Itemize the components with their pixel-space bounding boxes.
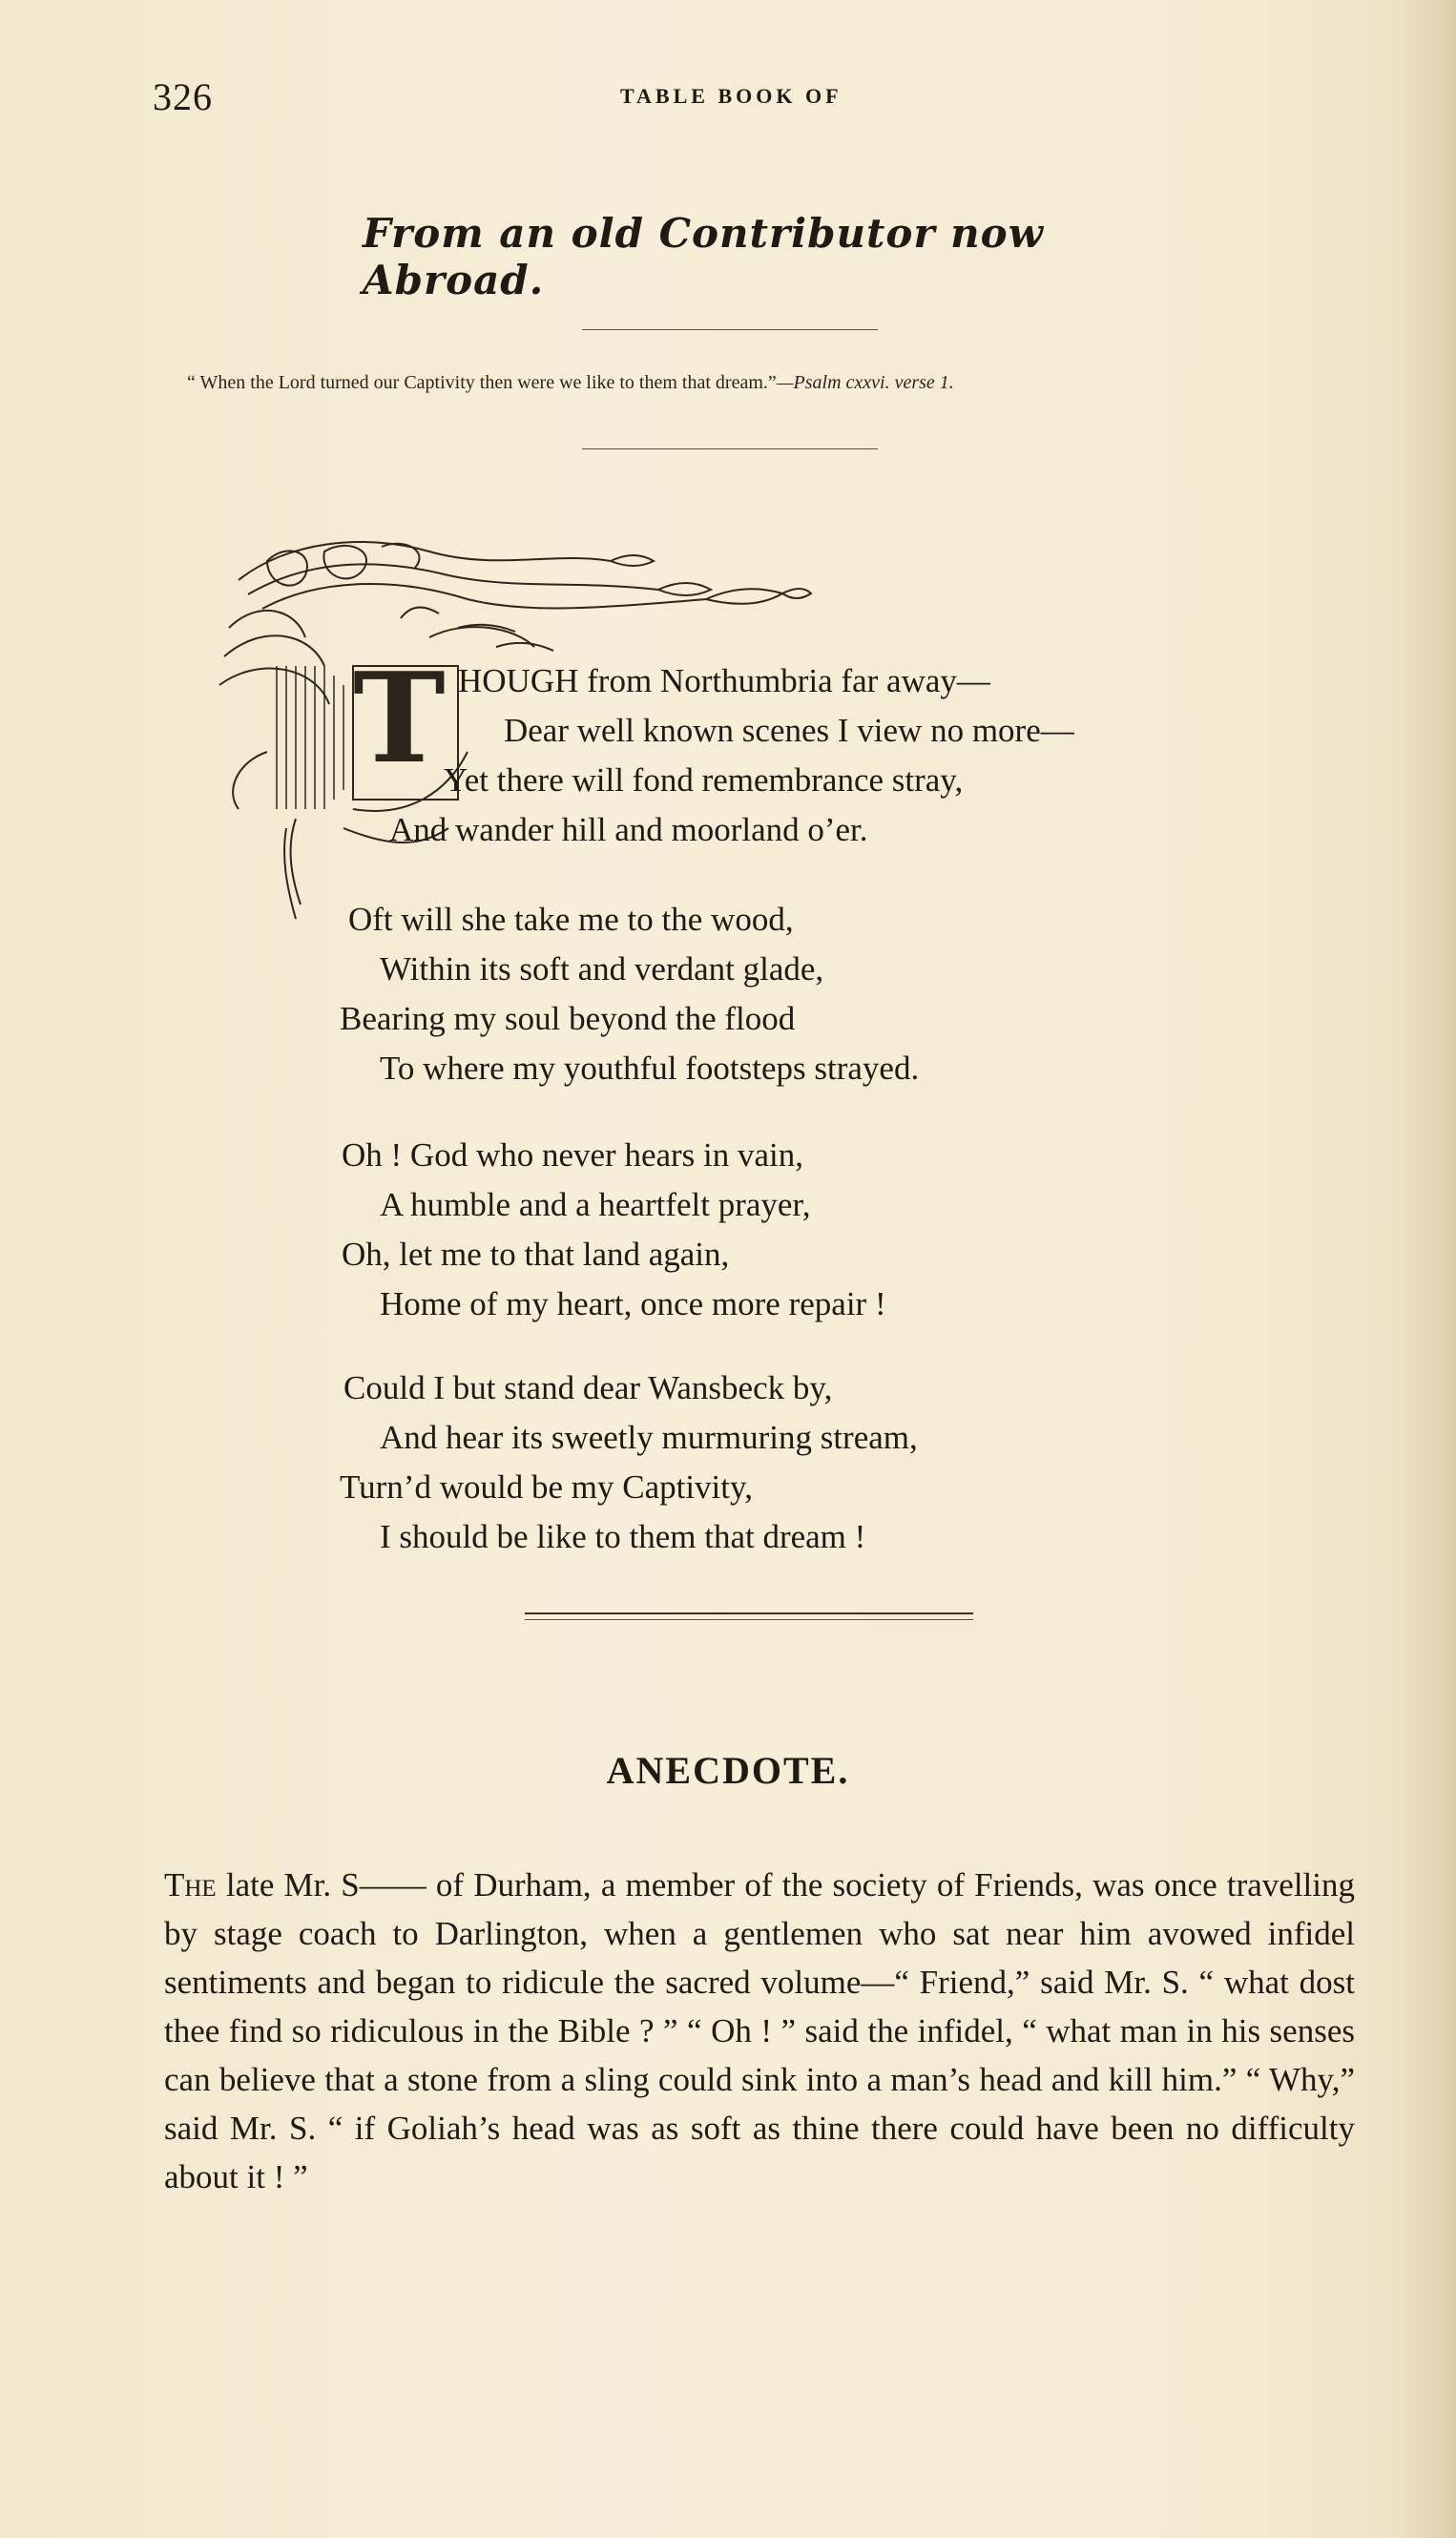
title-rule <box>582 329 878 330</box>
poem-line: Oft will she take me to the wood, <box>348 901 794 938</box>
poem-line: Bearing my soul beyond the flood <box>340 1000 796 1037</box>
poem-line: And hear its sweetly murmuring stream, <box>380 1419 918 1456</box>
poem-title: From an old Contributor now Abroad. <box>363 210 1044 303</box>
poem-line: HOUGH from Northumbria far away— <box>458 662 990 699</box>
running-head: TABLE BOOK OF <box>620 84 842 108</box>
section-divider <box>525 1612 973 1614</box>
epigraph-quote: “ When the Lord turned our Captivity then were we like to them that dream.” <box>187 372 777 393</box>
anecdote-lead: The <box>164 1866 217 1904</box>
drop-cap-letter: T <box>353 645 446 791</box>
poem-line: Could I but stand dear Wansbeck by, <box>343 1369 833 1406</box>
poem-line: I should be like to them that dream ! <box>380 1518 866 1555</box>
poem-line: Oh ! God who never hears in vain, <box>342 1136 804 1174</box>
poem-line: Oh, let me to that land again, <box>342 1236 730 1273</box>
poem-line: A humble and a heartfelt prayer, <box>380 1186 811 1223</box>
section-divider-thin <box>525 1619 973 1620</box>
anecdote-heading: ANECDOTE. <box>606 1749 850 1792</box>
anecdote-body <box>164 1861 1355 2201</box>
epigraph <box>187 372 1351 394</box>
poem-line: Yet there will fond remembrance stray, <box>444 761 964 799</box>
poem-line: To where my youthful footsteps strayed. <box>380 1050 920 1087</box>
poem-line: Turn’d would be my Captivity, <box>340 1468 753 1506</box>
poem-line: And wander hill and moorland o’er. <box>389 811 868 848</box>
poem-line: Dear well known scenes I view no more— <box>504 712 1074 749</box>
epigraph-rule <box>582 448 878 449</box>
poem-line: Within its soft and verdant glade, <box>380 950 824 988</box>
poem-line: Home of my heart, once more repair ! <box>380 1285 886 1322</box>
epigraph-source: —Psalm cxxvi. verse 1. <box>776 372 954 393</box>
page-number: 326 <box>153 75 213 118</box>
anecdote-text: late Mr. S—— of Durham, a member of the society of Friends, was once travelling by stage coach to Darlington, when a gentlemen who sat near him avowed infidel sentiments and began to ridicule the sacred volume—“ Friend,” said Mr. S. “ what dost thee find so ridiculous in the Bible ? ” “ Oh ! ” said the infidel, “ what man in his senses can believe that a stone from a sling could sink into a man’s head and kill him.” “ Why,” said Mr. S. “ if Goliah’s head was as soft as thine there could have been no difficulty about it ! ” <box>164 1866 1355 2195</box>
page-edge-shadow <box>1399 0 1456 2538</box>
